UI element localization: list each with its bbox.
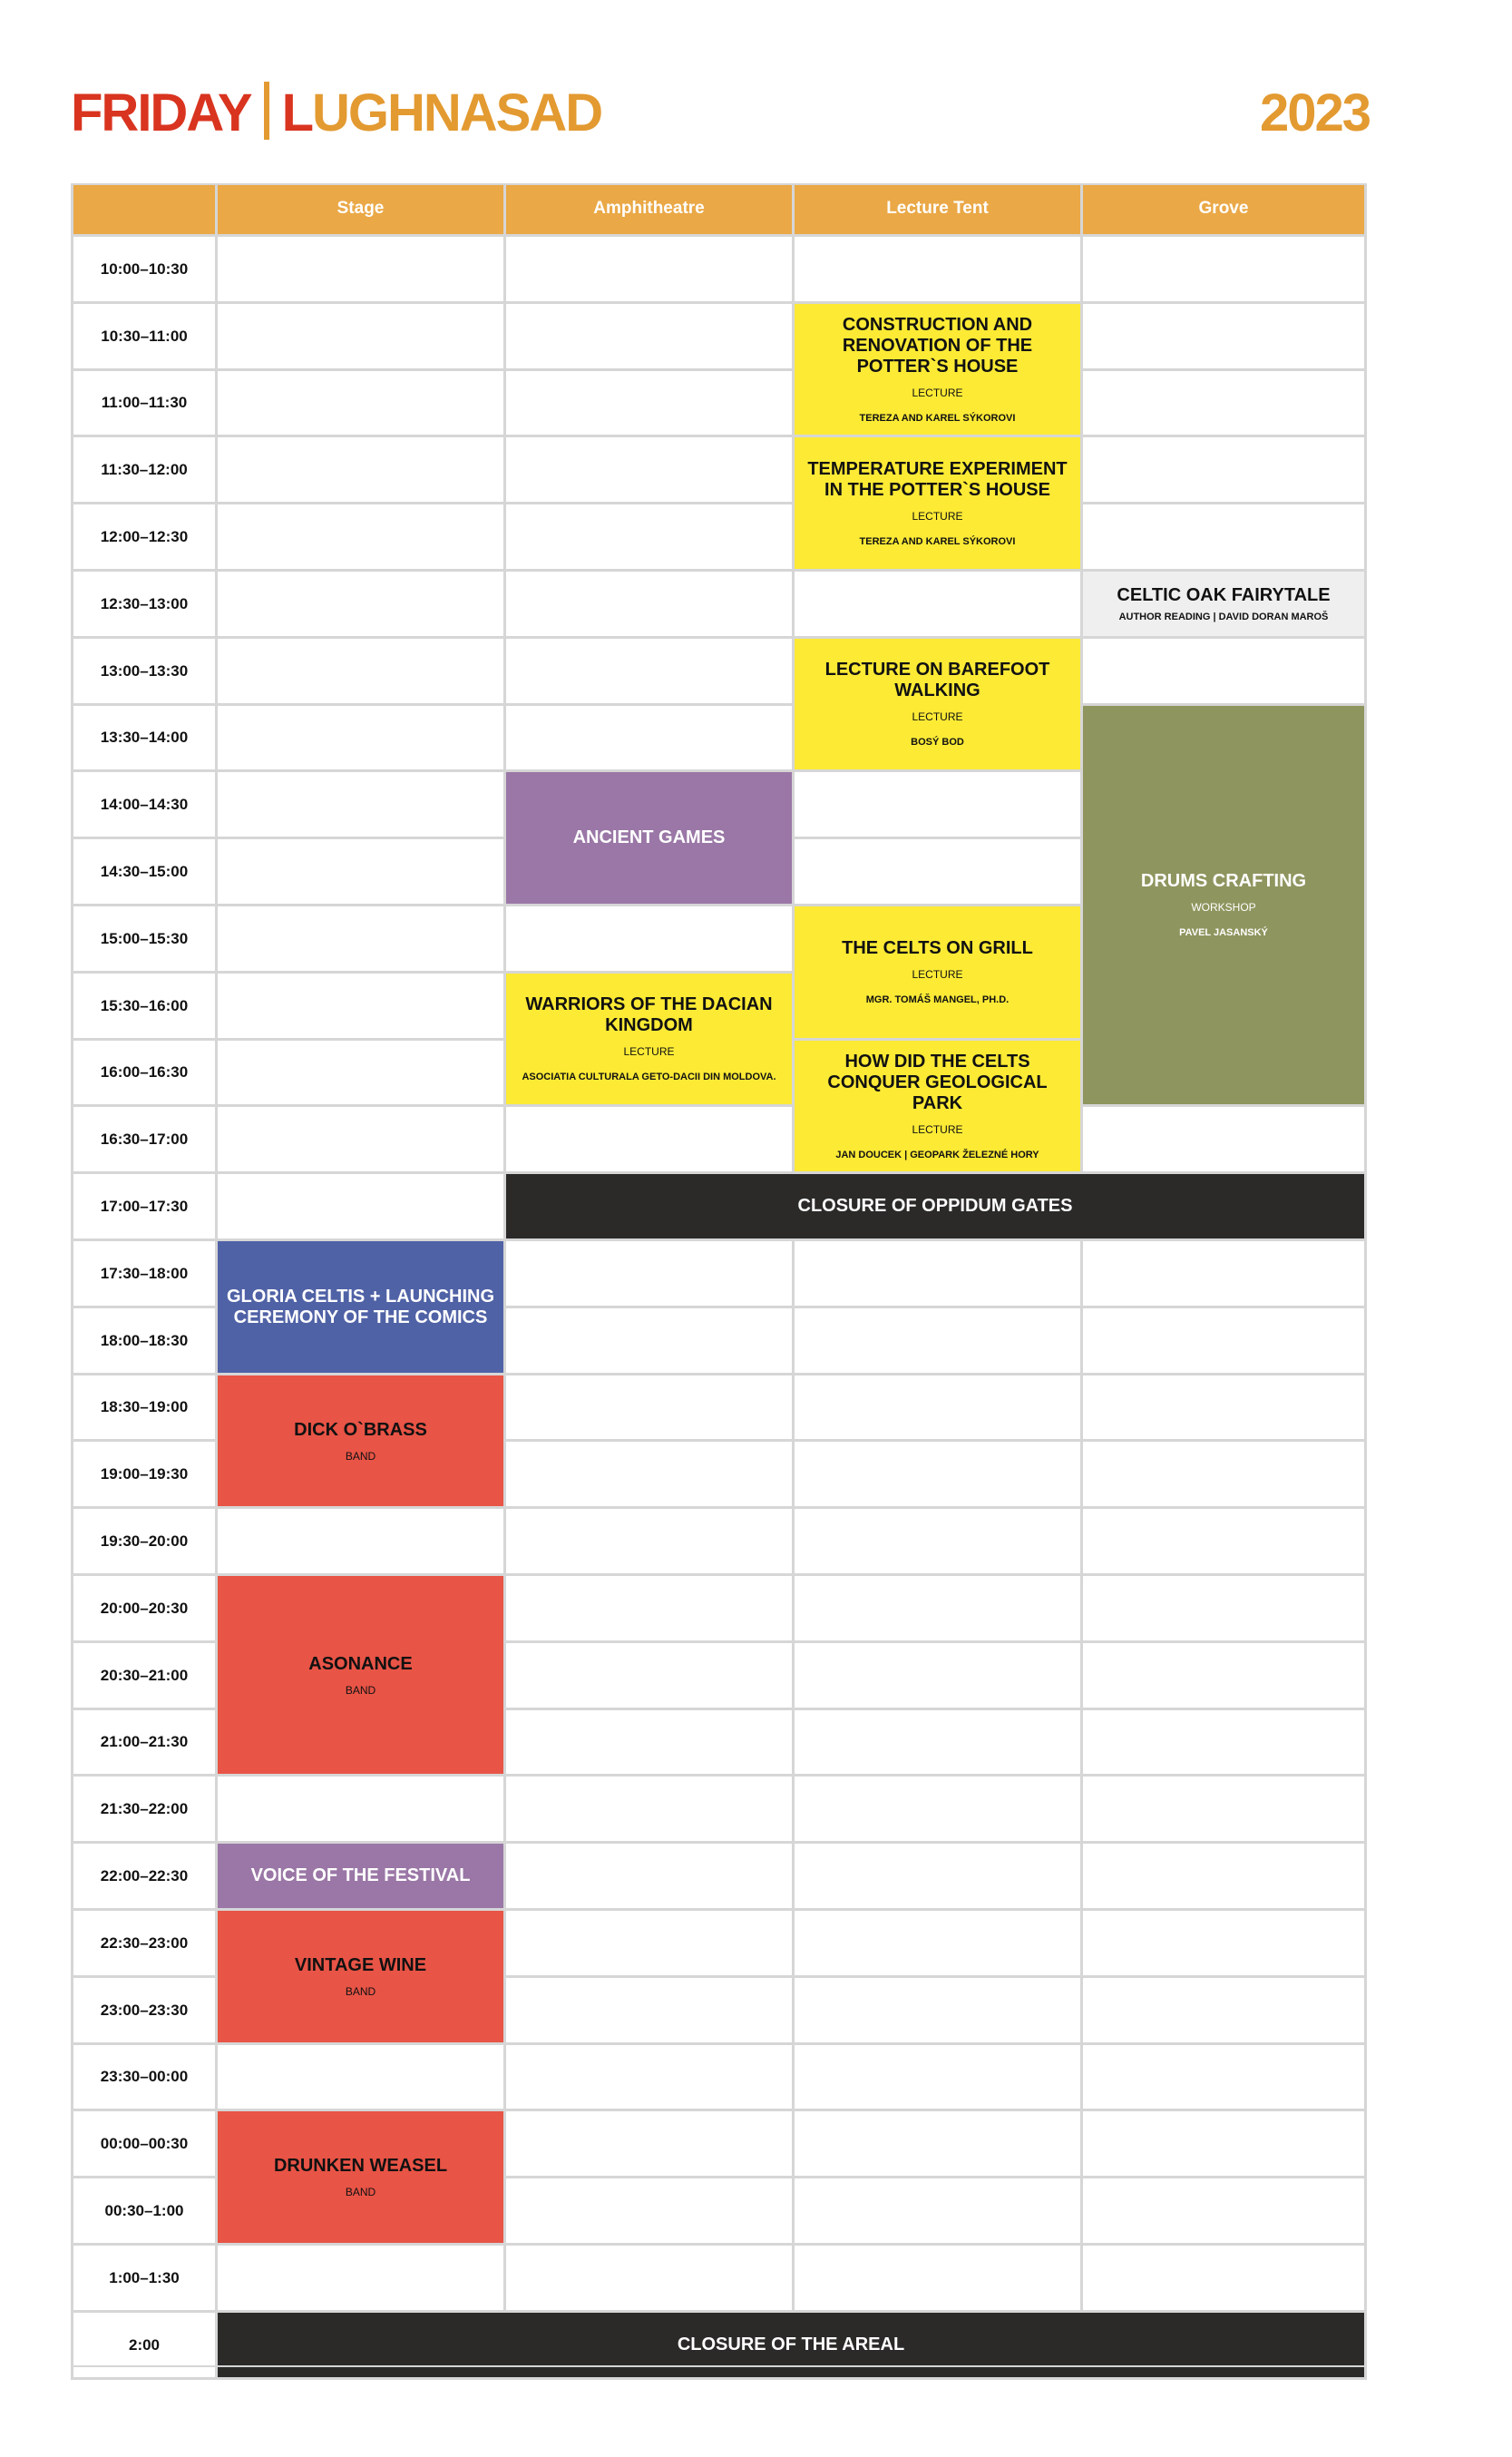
event-voice-festival [218,1844,506,1911]
empty-slot [1083,1509,1367,1576]
time-slot: 13:30–14:00 [71,706,218,772]
empty-slot [218,1041,506,1107]
time-slot: 10:00–10:30 [71,237,218,304]
empty-slot [795,1978,1083,2045]
empty-slot [1083,1107,1367,1174]
empty-slot [1083,1777,1367,1844]
empty-slot [506,1107,795,1174]
day-label: FRIDAY [71,83,251,142]
event-title: HOW DID THE CELTS CONQUER GEOLOGICAL PARK [827,1051,1048,1113]
empty-slot [506,304,795,371]
event-ancient-games [506,772,795,906]
festival-name: UGHNASAD [312,83,602,142]
empty-slot [218,371,506,437]
empty-slot [218,504,506,572]
festival-initial: L [281,83,312,142]
time-slot: 20:30–21:00 [71,1643,218,1710]
event-asonance [218,1576,506,1777]
event-type: LECTURE [912,710,963,723]
empty-slot [506,437,795,504]
empty-slot [1083,2045,1367,2111]
empty-slot [218,304,506,371]
empty-slot [506,906,795,974]
empty-slot [506,706,795,772]
event-title: WARRIORS OF THE DACIAN KINGDOM [525,994,773,1035]
empty-slot [218,1509,506,1576]
event-presenter: BOSÝ BOD [911,737,964,748]
event-title: TEMPERATURE EXPERIMENT IN THE POTTER`S HOUSE [807,458,1068,500]
column-header-amphitheatre: Amphitheatre [506,183,795,237]
empty-slot [1083,2178,1367,2246]
time-slot: 15:30–16:00 [71,974,218,1041]
event-title: VINTAGE WINE [294,1955,427,1975]
time-slot: 17:00–17:30 [71,1174,218,1241]
empty-slot [1083,371,1367,437]
event-presenter: MGR. TOMÁŠ MANGEL, PH.D. [865,994,1010,1005]
empty-slot [795,1911,1083,1978]
event-closure-areal [218,2313,1367,2380]
time-slot: 18:30–19:00 [71,1375,218,1442]
empty-slot [795,1375,1083,1442]
empty-slot [795,1442,1083,1509]
time-slot: 1:00–1:30 [71,2246,218,2313]
event-title: CLOSURE OF THE AREAL [677,2335,905,2354]
empty-slot [506,1308,795,1375]
time-slot: 10:30–11:00 [71,304,218,371]
empty-slot [506,504,795,572]
event-title: LECTURE ON BAREFOOT WALKING [824,660,1050,700]
empty-slot [795,2045,1083,2111]
empty-slot [1083,504,1367,572]
time-slot: 21:00–21:30 [71,1710,218,1777]
time-slot: 18:00–18:30 [71,1308,218,1375]
event-presenter: ASOCIATIA CULTURALA GETO-DACII DIN MOLDOVA. [522,1072,776,1082]
empty-slot [1083,1710,1367,1777]
empty-slot [506,2045,795,2111]
event-presenter: JAN DOUCEK | GEOPARK ŽELEZNÉ HORY [835,1149,1039,1160]
empty-slot [218,839,506,906]
header-corner [71,183,218,237]
time-slot: 22:30–23:00 [71,1911,218,1978]
event-title: CLOSURE OF OPPIDUM GATES [797,1196,1073,1216]
event-type-presenter: AUTHOR READING | DAVID DORAN MAROŠ [1118,612,1329,622]
event-title: CONSTRUCTION AND RENOVATION OF THE POTTER`S HOUSE [842,314,1033,377]
empty-slot [218,572,506,639]
event-drunken-weasel [218,2111,506,2246]
time-slot: 2:00 [71,2313,218,2380]
empty-slot [1083,437,1367,504]
time-slot: 22:00–22:30 [71,1844,218,1911]
empty-slot [1083,1643,1367,1710]
time-slot: 20:00–20:30 [71,1576,218,1643]
event-gloria-ceremony [218,1241,506,1375]
empty-slot [795,237,1083,304]
event-barefoot-lecture [795,639,1083,772]
empty-slot [1083,1308,1367,1375]
empty-slot [506,371,795,437]
empty-slot [218,437,506,504]
event-type: BAND [345,2186,376,2198]
empty-slot [218,906,506,974]
event-geopark-lecture [795,1041,1083,1174]
empty-slot [218,2045,506,2111]
event-dick-o-brass [218,1375,506,1509]
time-slot: 00:30–1:00 [71,2178,218,2246]
time-slot: 23:00–23:30 [71,1978,218,2045]
empty-slot [795,1241,1083,1308]
time-slot: 11:00–11:30 [71,371,218,437]
empty-slot [795,1710,1083,1777]
empty-slot [506,2111,795,2178]
time-slot: 12:00–12:30 [71,504,218,572]
time-slot: 15:00–15:30 [71,906,218,974]
empty-slot [506,1978,795,2045]
empty-slot [506,1576,795,1643]
event-title: DRUMS CRAFTING [1140,871,1307,891]
empty-slot [1083,1375,1367,1442]
event-presenter: TEREZA AND KAREL SÝKOROVI [859,535,1016,547]
empty-slot [506,1442,795,1509]
event-title: VOICE OF THE FESTIVAL [250,1865,471,1885]
empty-slot [218,2246,506,2313]
empty-slot [506,1241,795,1308]
empty-slot [218,1777,506,1844]
empty-slot [1083,1576,1367,1643]
empty-slot [795,1509,1083,1576]
empty-slot [795,572,1083,639]
column-header-stage: Stage [218,183,506,237]
empty-slot [218,1107,506,1174]
empty-slot [795,2111,1083,2178]
time-slot: 14:00–14:30 [71,772,218,839]
time-slot: 21:30–22:00 [71,1777,218,1844]
empty-slot [506,1710,795,1777]
time-slot: 16:00–16:30 [71,1041,218,1107]
empty-slot [1083,237,1367,304]
empty-slot [795,1844,1083,1911]
event-type: BAND [345,1985,376,1998]
empty-slot [218,974,506,1041]
event-type: LECTURE [912,1122,963,1136]
event-drums-workshop [1083,706,1367,1107]
empty-slot [506,1643,795,1710]
empty-slot [506,1777,795,1844]
time-slot: 23:30–00:00 [71,2045,218,2111]
empty-slot [795,1308,1083,1375]
empty-slot [506,2246,795,2313]
event-construction-lecture [795,304,1083,437]
empty-slot [506,237,795,304]
empty-slot [218,706,506,772]
empty-slot [795,1777,1083,1844]
event-title: DICK O`BRASS [294,1419,427,1440]
event-vintage-wine [218,1911,506,2045]
event-title: CELTIC OAK FAIRYTALE [1117,585,1331,605]
time-slot: 19:00–19:30 [71,1442,218,1509]
empty-slot [218,639,506,706]
empty-slot [1083,639,1367,706]
empty-slot [506,2178,795,2246]
empty-slot [795,1643,1083,1710]
time-slot: 16:30–17:00 [71,1107,218,1174]
time-slot: 13:00–13:30 [71,639,218,706]
event-temperature-lecture [795,437,1083,572]
event-type: LECTURE [912,509,963,523]
event-celtic-oak-reading [1083,572,1367,639]
empty-slot [218,237,506,304]
event-warriors-lecture [506,974,795,1107]
event-type: LECTURE [912,386,963,399]
empty-slot [795,2178,1083,2246]
empty-slot [795,839,1083,906]
event-celts-grill-lecture [795,906,1083,1041]
empty-slot [506,572,795,639]
empty-slot [506,1375,795,1442]
empty-slot [1083,2246,1367,2313]
event-presenter: PAVEL JASANSKÝ [1179,927,1268,938]
empty-slot [795,772,1083,839]
empty-slot [506,1911,795,1978]
empty-slot [795,1576,1083,1643]
event-title: DRUNKEN WEASEL [273,2156,448,2176]
event-title: GLORIA CELTIS + LAUNCHING CEREMONY OF THE COMICS [227,1286,494,1327]
time-slot: 17:30–18:00 [71,1241,218,1308]
empty-slot [506,1844,795,1911]
event-closure-gates [506,1174,1367,1241]
empty-slot [506,1509,795,1576]
time-slot: 14:30–15:00 [71,839,218,906]
event-presenter: TEREZA AND KAREL SÝKOROVI [859,412,1016,424]
event-type: WORKSHOP [1191,901,1256,914]
time-slot: 19:30–20:00 [71,1509,218,1576]
empty-slot [795,2246,1083,2313]
column-header-grove: Grove [1083,183,1367,237]
empty-slot [1083,1844,1367,1911]
empty-slot [218,1174,506,1241]
event-title: ANCIENT GAMES [572,827,726,847]
time-slot: 12:30–13:00 [71,572,218,639]
column-header-lecture-tent: Lecture Tent [795,183,1083,237]
event-title: ASONANCE [308,1653,413,1674]
empty-slot [1083,1911,1367,1978]
empty-slot [1083,304,1367,371]
empty-slot [218,772,506,839]
time-slot: 11:30–12:00 [71,437,218,504]
event-type: LECTURE [623,1045,675,1058]
event-type: BAND [345,1449,376,1463]
empty-slot [1083,1978,1367,2045]
event-type: LECTURE [912,968,963,981]
time-slot: 00:00–00:30 [71,2111,218,2178]
year-label: 2023 [1259,83,1370,142]
empty-slot [1083,2111,1367,2178]
empty-slot [1083,1442,1367,1509]
event-type: BAND [345,1683,376,1697]
empty-slot [506,639,795,706]
empty-slot [1083,1241,1367,1308]
event-title: THE CELTS ON GRILL [842,938,1033,958]
